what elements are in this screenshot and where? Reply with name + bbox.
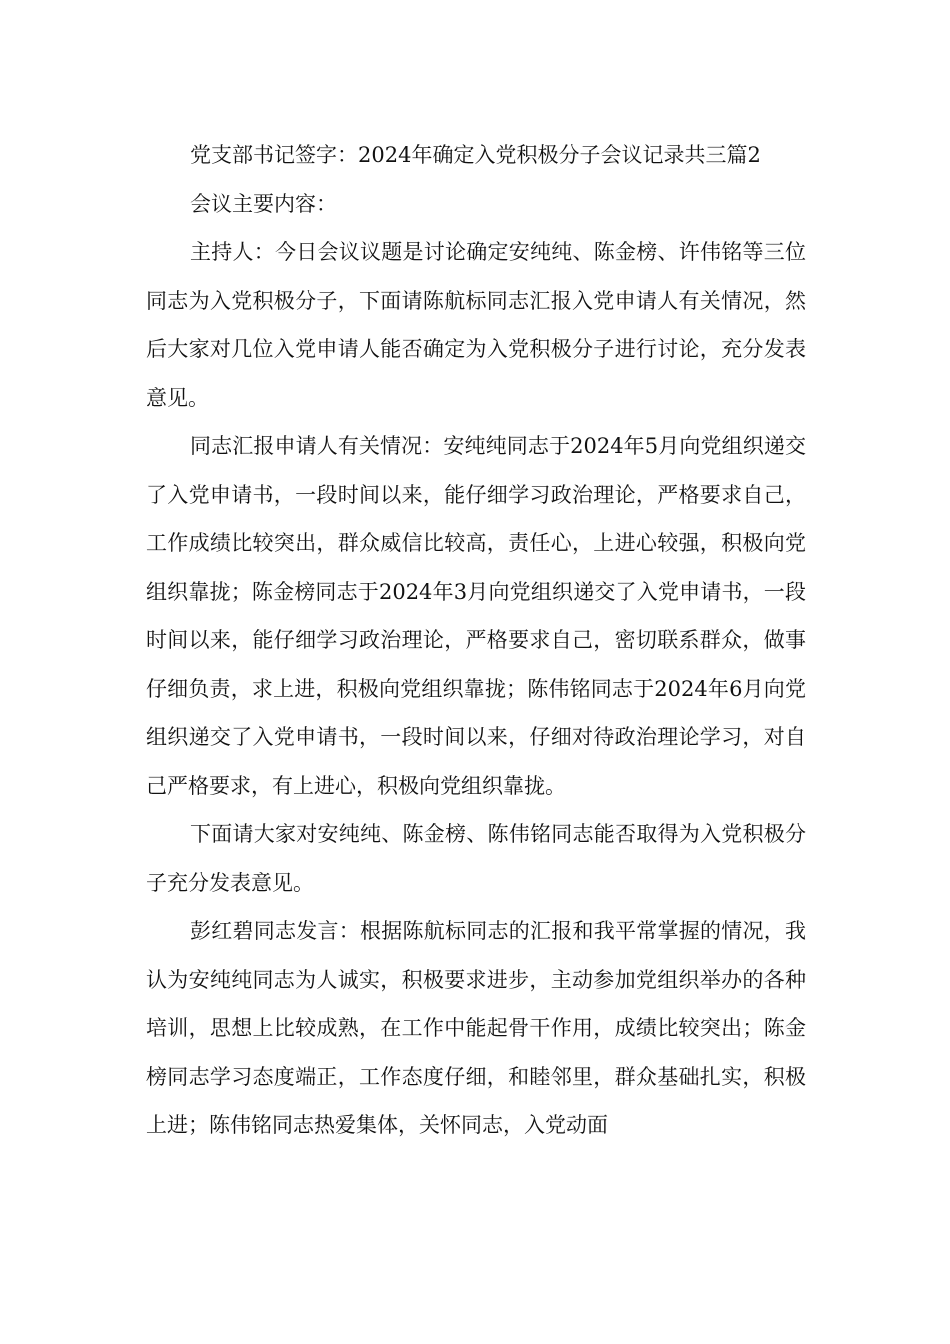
document-body [146,131,806,1150]
paragraph-discussion-call: 下面请大家对安纯纯、陈金榜、陈伟铭同志能否取得为入党积极分子充分发表意见。 [146,822,806,895]
paragraph-meeting-content-heading: 会议主要内容： [190,191,337,216]
paragraph-signature-title: 党支部书记签字：2024年确定入党积极分子会议记录共三篇2 [190,143,761,167]
paragraph-host-statement: 主持人：今日会议议题是讨论确定安纯纯、陈金榜、许伟铭等三位同志为入党积极分子，下面请陈航标同志汇报入党申请人有关情况，然后大家对几位入党申请人能否确定为入党积极分子进行讨论，充分发表意见。 [146,240,806,410]
paragraph-peng-speech: 彭红碧同志发言：根据陈航标同志的汇报和我平常掌握的情况，我认为安纯纯同志为人诚实，积极要求进步，主动参加党组织举办的各种培训，思想上比较成熟，在工作中能起骨干作用，成绩比较突出；陈金榜同志学习态度端正，工作态度仔细，和睦邻里，群众基础扎实，积极上进；陈伟铭同志热爱集体，关怀同志，入党动面 [146,919,806,1137]
paragraph-applicant-report: 同志汇报申请人有关情况：安纯纯同志于2024年5月向党组织递交了入党申请书，一段时间以来，能仔细学习政治理论，严格要求自己，工作成绩比较突出，群众威信比较高，责任心，上进心较强，积极向党组织靠拢；陈金榜同志于2024年3月向党组织递交了入党申请书，一段时间以来，能仔细学习政治理论，严格要求自己，密切联系群众，做事仔细负责，求上进，积极向党组织靠拢；陈伟铭同志于2024年6月向党组织递交了入党申请书，一段时间以来，仔细对待政治理论学习，对自己严格要求，有上进心，积极向党组织靠拢。 [146,434,806,798]
